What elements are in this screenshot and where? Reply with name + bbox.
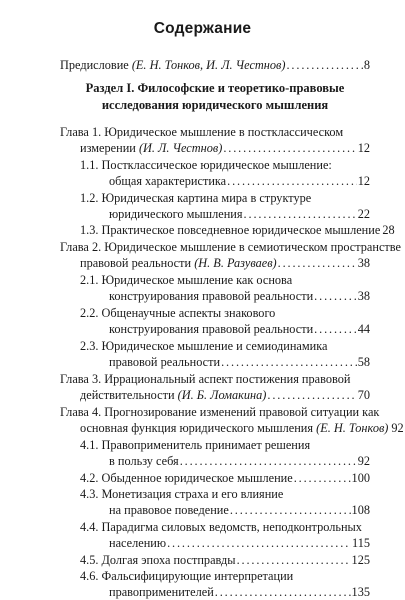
toc-entry-chapter-3[interactable] <box>60 371 370 387</box>
dot-leader <box>286 57 362 73</box>
dot-leader <box>278 255 357 271</box>
dot-leader <box>267 387 356 403</box>
dot-leader <box>244 206 357 222</box>
toc-entry-2-2[interactable] <box>80 305 370 321</box>
entry-text: 1.2. Юридическая картина мира в структуре <box>80 191 312 205</box>
dot-leader <box>237 552 351 568</box>
entry-text: на правовое поведение <box>109 503 229 517</box>
entry-text: в пользу себя <box>109 454 179 468</box>
entry-text: 4.4. Парадигма силовых ведомств, неподконтрольных <box>80 520 362 534</box>
toc-entry-4-1[interactable] <box>80 437 370 453</box>
dot-leader <box>314 321 357 337</box>
page-number: 70 <box>357 388 370 402</box>
page-number: 58 <box>357 355 370 369</box>
toc-entry-4-3-cont[interactable] <box>109 502 370 518</box>
entry-text: конструирования правовой реальности <box>109 289 314 303</box>
toc-entry-4-2[interactable] <box>80 470 370 486</box>
page-number: 92 <box>357 454 370 468</box>
toc-entry-1-2[interactable] <box>80 190 370 206</box>
page-number: 12 <box>357 174 370 188</box>
entry-text: 4.3. Монетизация страха и его влияние <box>80 487 284 501</box>
toc-entry-chapter-4-cont[interactable] <box>80 420 404 436</box>
toc-title: Содержание <box>153 20 252 37</box>
section-heading-line: исследования юридического мышления <box>101 98 329 112</box>
entry-text: Глава 2. Юридическое мышление в семиотическом пространстве <box>60 240 401 254</box>
dot-leader <box>223 140 356 156</box>
toc-entry-4-6-cont[interactable] <box>109 584 370 600</box>
toc-entry-chapter-4[interactable] <box>60 404 380 420</box>
entry-text: конструирования правовой реальности <box>109 322 314 336</box>
entry-text: общая характеристика <box>109 174 227 188</box>
entry-text: 1.1. Постклассическое юридическое мышление: <box>80 158 332 172</box>
page-number: 125 <box>351 553 370 567</box>
entry-text: правовой реальности <box>109 355 221 369</box>
page-number: 108 <box>351 503 370 517</box>
entry-text: правоприменителей <box>109 585 214 599</box>
entry-authors: (Е. Н. Тонков) <box>316 421 389 435</box>
entry-text: 2.3. Юридическое мышление и семиодинамика <box>80 339 328 353</box>
entry-text: Глава 4. Прогнозирование изменений правовой ситуации как <box>60 405 380 419</box>
dot-leader <box>221 354 357 370</box>
page-number: 44 <box>357 322 370 336</box>
entry-authors: (И. Л. Честнов) <box>138 141 223 155</box>
toc-entry-1-1-cont[interactable] <box>109 173 370 189</box>
dot-leader <box>314 288 357 304</box>
dot-leader <box>227 173 357 189</box>
entry-text: 2.1. Юридическое мышление как основа <box>80 273 293 287</box>
entry-text: основная функция юридического мышления <box>80 421 314 435</box>
section-heading-line: Раздел I. Философские и теоретико-правовые <box>85 81 345 95</box>
entry-text: 4.2. Обыденное юридическое мышление <box>80 471 293 485</box>
entry-authors: (И. Б. Ломакина) <box>177 388 267 402</box>
page-number: 100 <box>351 471 370 485</box>
toc-entry-2-2-cont[interactable] <box>109 321 370 337</box>
toc-entry-chapter-3-cont[interactable] <box>80 387 370 403</box>
page-number: 135 <box>351 585 370 599</box>
entry-text: 4.1. Правоприменитель принимает решения <box>80 438 311 452</box>
dot-leader <box>230 502 351 518</box>
dot-leader <box>180 453 357 469</box>
entry-text: Глава 1. Юридическое мышление в постклассическом <box>60 125 344 139</box>
toc-entry-chapter-2-cont[interactable] <box>80 255 370 271</box>
page-number: 92 <box>391 421 404 435</box>
toc-entry-1-1[interactable] <box>80 157 370 173</box>
dot-leader <box>167 535 351 551</box>
entry-text: правовой реальности <box>80 256 192 270</box>
entry-authors: (Н. В. Разуваев) <box>194 256 277 270</box>
toc-entry-4-3[interactable] <box>80 486 370 502</box>
toc-entry-2-3-cont[interactable] <box>109 354 370 370</box>
toc-entry-2-3[interactable] <box>80 338 370 354</box>
toc-entry-2-1[interactable] <box>80 272 370 288</box>
entry-text: юридического мышления <box>109 207 243 221</box>
toc-entry-chapter-1-cont[interactable] <box>80 140 370 156</box>
entry-text: измерении <box>80 141 136 155</box>
page-number: 38 <box>357 289 370 303</box>
entry-text: Глава 3. Иррациональный аспект постижения правовой <box>60 372 351 386</box>
toc-entry-1-3[interactable] <box>80 222 395 238</box>
toc-entry-4-4[interactable] <box>80 519 370 535</box>
entry-text: 4.6. Фальсифицирующие интерпретации <box>80 569 294 583</box>
dot-leader <box>215 584 351 600</box>
entry-text: 2.2. Общенаучные аспекты знакового <box>80 306 276 320</box>
page-number: 22 <box>357 207 370 221</box>
toc-entry-2-1-cont[interactable] <box>109 288 370 304</box>
toc-entry-4-6[interactable] <box>80 568 370 584</box>
page-number: 38 <box>357 256 370 270</box>
toc-entry-chapter-2[interactable] <box>60 239 401 255</box>
entry-text: 1.3. Практическое повседневное юридическое мышление <box>80 223 381 237</box>
page-number: 115 <box>352 536 370 550</box>
entry-text: населению <box>109 536 167 550</box>
dot-leader <box>294 470 351 486</box>
section-heading <box>60 80 370 114</box>
entry-text: действительности <box>80 388 175 402</box>
toc-entry-chapter-1[interactable] <box>60 124 370 140</box>
entry-text: Предисловие <box>60 58 129 72</box>
toc-entry-1-2-cont[interactable] <box>109 206 370 222</box>
toc-entry-4-4-cont[interactable] <box>109 535 370 551</box>
page-number: 28 <box>382 223 395 237</box>
page-number: 12 <box>357 141 370 155</box>
toc-entry-4-5[interactable] <box>80 552 370 568</box>
page-number: 8 <box>363 58 370 72</box>
toc-entry-preface[interactable] <box>60 57 370 73</box>
entry-authors: (Е. Н. Тонков, И. Л. Честнов) <box>131 58 286 72</box>
entry-text: 4.5. Долгая эпоха постправды <box>80 553 236 567</box>
toc-entry-4-1-cont[interactable] <box>109 453 370 469</box>
